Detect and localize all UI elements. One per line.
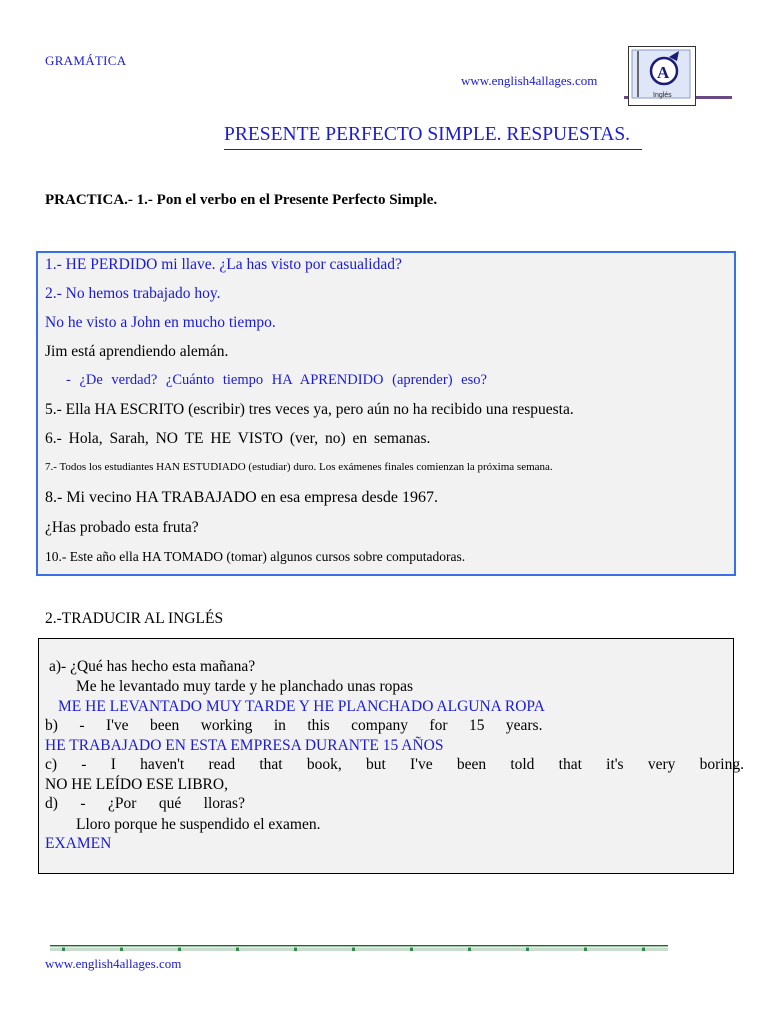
footer-decoration — [50, 945, 668, 951]
practice-answers-box — [36, 251, 736, 576]
word: been — [150, 717, 180, 734]
word: - — [81, 756, 87, 773]
translate-box — [38, 638, 744, 874]
word: I — [110, 756, 116, 773]
section-label: GRAMÁTICA — [45, 53, 127, 68]
practice-line-10: ¿Has probado esta fruta? — [45, 519, 199, 536]
page-title: PRESENTE PERFECTO SIMPLE. RESPUESTAS. — [224, 124, 631, 145]
word: ¿Por — [107, 795, 137, 812]
practice-line-8: 7.- Todos los estudiantes HAN ESTUDIADO (estudiar) duro. Los exámenes finales comienzan la próxima semana. — [45, 461, 553, 473]
question-a: a)- ¿Qué has hecho esta mañana? — [49, 658, 256, 675]
practice-line-2: 2.- No hemos trabajado hoy. — [45, 285, 221, 302]
sentence-d — [45, 795, 245, 813]
word: years. — [505, 717, 543, 734]
logo-text: Inglés — [653, 92, 672, 99]
answer-d: EXAMEN — [45, 835, 112, 852]
word: book, — [306, 756, 342, 773]
word: I've — [105, 717, 129, 734]
word: been — [456, 756, 487, 773]
word: company — [351, 717, 408, 734]
word: d) — [45, 795, 58, 812]
translate-heading: 2.-TRADUCIR AL INGLÉS — [45, 610, 224, 627]
answer-c: NO HE LEÍDO ESE LIBRO, — [45, 776, 228, 793]
practice-line-3: No he visto a John en mucho tiempo. — [45, 314, 276, 331]
word: c) — [45, 756, 58, 773]
word: told — [510, 756, 535, 773]
word: that — [558, 756, 582, 773]
word: I've — [409, 756, 433, 773]
word: working — [200, 717, 253, 734]
word: - — [80, 795, 86, 812]
word: very — [647, 756, 676, 773]
sentence-b — [45, 717, 744, 735]
line-a: Me he levantado muy tarde y he planchado unas ropas — [76, 678, 414, 695]
word: for — [429, 717, 448, 734]
answer-a: ME HE LEVANTADO MUY TARDE Y HE PLANCHADO ALGUNA ROPA — [58, 698, 545, 715]
word: lloras? — [203, 795, 245, 812]
word: 15 — [468, 717, 485, 734]
practice-line-4: Jim está aprendiendo alemán. — [45, 343, 229, 360]
line-d: Lloro porque he suspendido el examen. — [76, 816, 321, 833]
word: haven't — [140, 756, 185, 773]
website-link-bottom[interactable]: www.english4allages.com — [45, 956, 182, 971]
title-underline — [224, 149, 642, 150]
word: boring. — [699, 756, 744, 773]
word: in — [273, 717, 286, 734]
svg-text:A: A — [657, 63, 670, 82]
practice-line-7: 6.- Hola, Sarah, NO TE HE VISTO (ver, no) en semanas. — [45, 430, 431, 447]
logo-icon — [629, 47, 695, 105]
answer-b: HE TRABAJADO EN ESTA EMPRESA DURANTE 15 AÑOS — [45, 737, 444, 754]
website-link-top[interactable]: www.english4allages.com — [461, 73, 598, 88]
practice-line-5: - ¿De verdad? ¿Cuánto tiempo HA APRENDIDO (aprender) eso? — [66, 372, 487, 388]
practice-line-11: 10.- Este año ella HA TOMADO (tomar) algunos cursos sobre computadoras. — [45, 549, 466, 564]
word: that — [259, 756, 283, 773]
word: - — [79, 717, 85, 734]
practice-line-1: 1.- HE PERDIDO mi llave. ¿La has visto por casualidad? — [45, 256, 402, 273]
word: read — [208, 756, 236, 773]
word: this — [307, 717, 330, 734]
logo — [628, 46, 696, 106]
practice-heading: PRACTICA.- 1.- Pon el verbo en el Presente Perfecto Simple. — [45, 192, 438, 208]
word: it's — [606, 756, 624, 773]
practice-line-9: 8.- Mi vecino HA TRABAJADO en esa empresa desde 1967. — [45, 489, 438, 506]
word: qué — [158, 795, 182, 812]
word: but — [365, 756, 386, 773]
word: b) — [45, 717, 58, 734]
practice-line-6: 5.- Ella HA ESCRITO (escribir) tres veces ya, pero aún no ha recibido una respuesta. — [45, 401, 574, 418]
sentence-c — [45, 756, 744, 774]
